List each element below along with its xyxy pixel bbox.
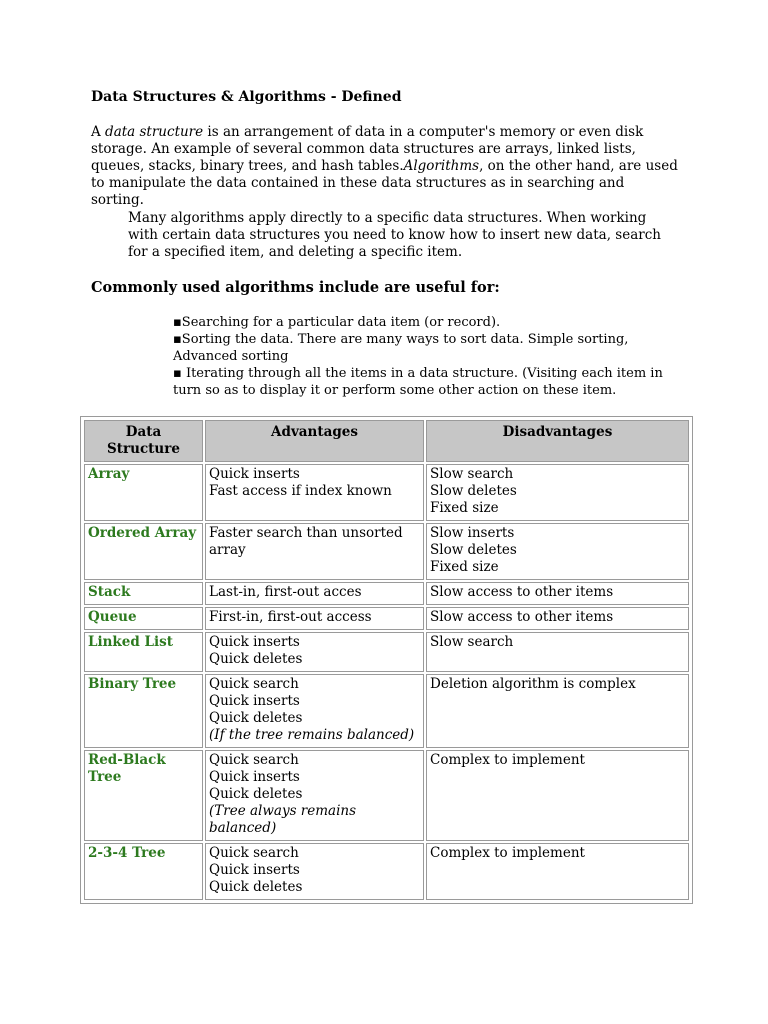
structure-name-cell: Ordered Array xyxy=(84,523,203,580)
advantage-line: Quick deletes xyxy=(209,879,303,895)
disadvantages-cell xyxy=(426,464,689,521)
advantage-line: Quick inserts xyxy=(209,862,300,878)
advantage-line: Quick search xyxy=(209,676,299,692)
disadvantage-line: Fixed size xyxy=(430,559,499,575)
intro-text-2: is an arrangement of data in a computer's memory or even disk storage. An example of several common data structures are arrays, linked lists, queues, stacks, binary trees, and hash tables. xyxy=(91,124,644,174)
structure-name-cell: 2-3-4 Tree xyxy=(84,843,203,900)
advantage-line: Quick inserts xyxy=(209,466,300,482)
structure-name-cell: Queue xyxy=(84,607,203,630)
advantage-line: Quick search xyxy=(209,752,299,768)
comparison-table xyxy=(82,418,691,902)
table-row xyxy=(84,750,689,841)
advantages-cell xyxy=(205,464,424,521)
advantage-note: (Tree always remains balanced) xyxy=(209,803,357,836)
table-row xyxy=(84,632,689,672)
advantage-line: Fast access if index known xyxy=(209,483,392,499)
table-row xyxy=(84,674,689,748)
advantage-line: First-in, first-out access xyxy=(209,609,372,625)
intro-text-1: A xyxy=(91,124,106,140)
advantage-line: Quick deletes xyxy=(209,651,303,667)
comparison-table-frame xyxy=(80,416,693,904)
table-row xyxy=(84,843,689,900)
intro-paragraph xyxy=(91,124,681,209)
structure-name-cell: Red-Black Tree xyxy=(84,750,203,841)
disadvantage-line: Slow access to other items xyxy=(430,584,614,600)
disadvantage-line: Slow search xyxy=(430,634,514,650)
advantage-line: Faster search than unsorted array xyxy=(209,525,403,558)
disadvantage-line: Complex to implement xyxy=(430,845,585,861)
table-row xyxy=(84,523,689,580)
advantage-line: Quick deletes xyxy=(209,786,303,802)
table-row xyxy=(84,607,689,630)
section-heading: Commonly used algorithms include are useful for: xyxy=(91,279,500,296)
advantage-line: Quick inserts xyxy=(209,634,300,650)
header-data-structure: Data Structure xyxy=(84,420,203,462)
bullet-list xyxy=(173,314,673,399)
disadvantages-cell xyxy=(426,607,689,630)
intro-text-3: , on the other hand, are used to manipulate the data contained in these data structures as in searching and sorting. xyxy=(91,158,678,208)
bullet-item: ▪Searching for a particular data item (or record). xyxy=(173,315,501,330)
disadvantage-line: Slow deletes xyxy=(430,542,517,558)
disadvantages-cell xyxy=(426,843,689,900)
structure-name-cell: Array xyxy=(84,464,203,521)
disadvantages-cell xyxy=(426,582,689,605)
advantages-cell xyxy=(205,750,424,841)
advantage-line: Quick inserts xyxy=(209,769,300,785)
disadvantages-cell xyxy=(426,750,689,841)
table-header-row xyxy=(84,420,689,462)
header-disadvantages: Disadvantages xyxy=(426,420,689,462)
advantage-line: Quick inserts xyxy=(209,693,300,709)
structure-name-cell: Binary Tree xyxy=(84,674,203,748)
header-advantages: Advantages xyxy=(205,420,424,462)
table-row xyxy=(84,464,689,521)
advantage-note: (If the tree remains balanced) xyxy=(209,727,415,743)
advantages-cell xyxy=(205,632,424,672)
disadvantage-line: Deletion algorithm is complex xyxy=(430,676,636,692)
bullet-item: ▪Sorting the data. There are many ways to sort data. Simple sorting, Advanced sorting xyxy=(173,332,629,364)
disadvantages-cell xyxy=(426,674,689,748)
advantages-cell xyxy=(205,523,424,580)
advantage-line: Quick search xyxy=(209,845,299,861)
disadvantages-cell xyxy=(426,632,689,672)
term-data-structure: data structure xyxy=(105,124,204,140)
advantages-cell xyxy=(205,607,424,630)
indented-paragraph: Many algorithms apply directly to a specific data structures. When working with certain data structures you need to know how to insert new data, search for a specified item, and deleting a specific item. xyxy=(128,210,661,260)
disadvantage-line: Complex to implement xyxy=(430,752,585,768)
advantages-cell xyxy=(205,582,424,605)
term-algorithms: Algorithms xyxy=(403,158,480,174)
disadvantage-line: Fixed size xyxy=(430,500,499,516)
advantages-cell xyxy=(205,674,424,748)
structure-name-cell: Stack xyxy=(84,582,203,605)
bullet-item: ▪ Iterating through all the items in a data structure. (Visiting each item in turn so as to display it or perform some other action on these item. xyxy=(173,366,663,398)
table-row xyxy=(84,582,689,605)
disadvantage-line: Slow deletes xyxy=(430,483,517,499)
disadvantages-cell xyxy=(426,523,689,580)
disadvantage-line: Slow inserts xyxy=(430,525,515,541)
table-body xyxy=(84,464,689,900)
disadvantage-line: Slow access to other items xyxy=(430,609,614,625)
advantages-cell xyxy=(205,843,424,900)
page-title: Data Structures & Algorithms - Defined xyxy=(91,89,402,105)
structure-name-cell: Linked List xyxy=(84,632,203,672)
advantage-line: Last-in, first-out acces xyxy=(209,584,362,600)
disadvantage-line: Slow search xyxy=(430,466,514,482)
advantage-line: Quick deletes xyxy=(209,710,303,726)
